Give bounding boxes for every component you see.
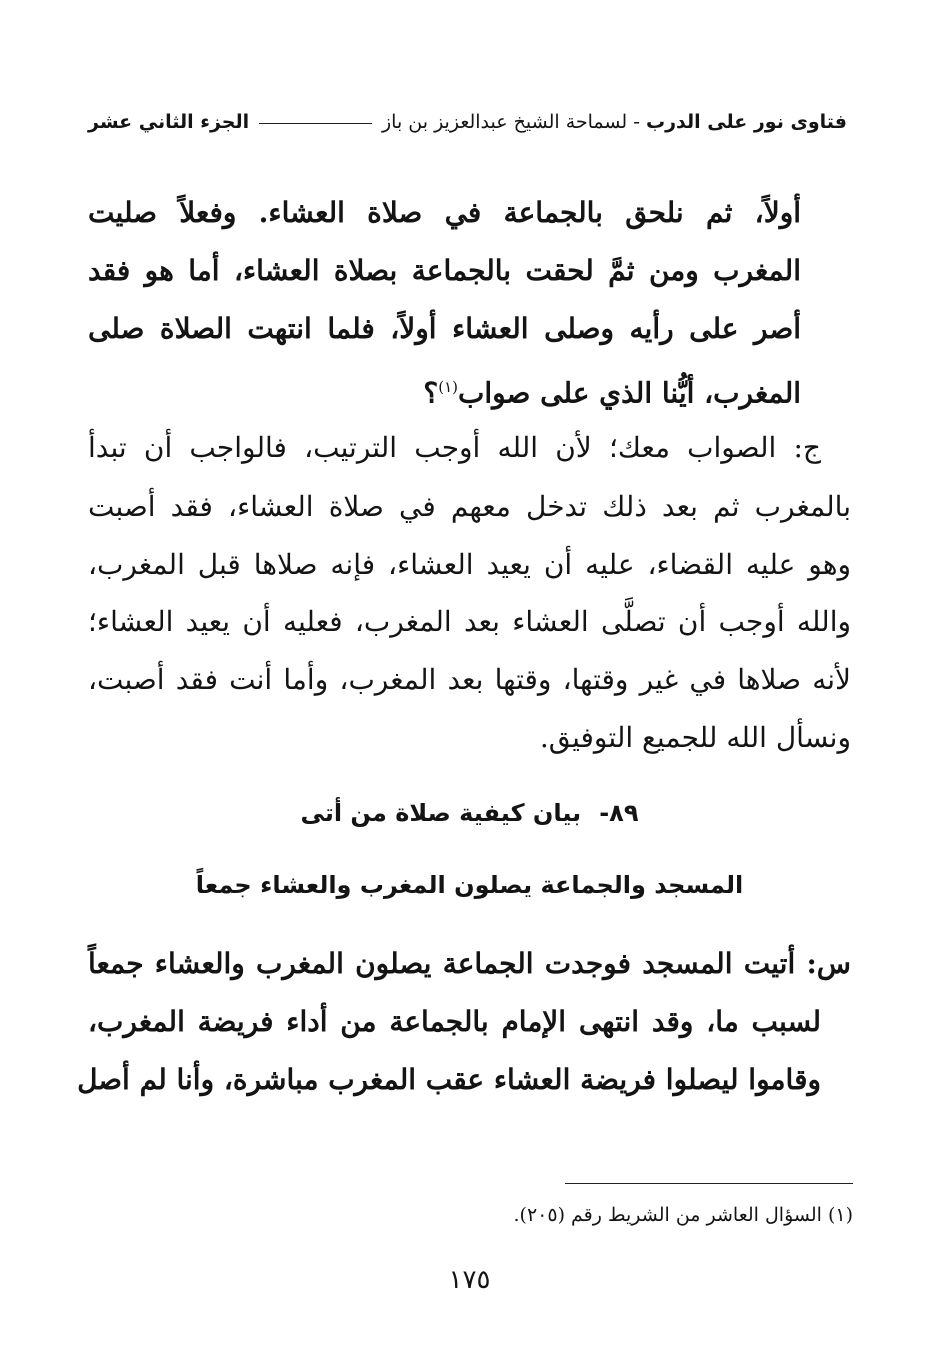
section-title: بيان كيفية صلاة من أتى — [300, 799, 582, 827]
footnote-rule — [565, 1183, 853, 1184]
volume-label: الجزء الثاني عشر — [88, 111, 250, 133]
answer-line: ج: الصواب معك؛ لأن الله أوجب الترتيب، فالواجب أن تبدأ — [88, 431, 821, 464]
question-line: أولاً، ثم نلحق بالجماعة في صلاة العشاء. وفعلاً صليت — [88, 196, 801, 229]
answer-line: والله أوجب أن تصلَّى العشاء بعد المغرب، فعليه أن يعيد العشاء؛ — [88, 605, 851, 638]
answer-line: وهو عليه القضاء، عليه أن يعيد العشاء، فإنه صلاها قبل المغرب، — [88, 548, 851, 581]
question-line: لسبب ما، وقد انتهى الإمام بالجماعة من أداء فريضة المغرب، — [88, 1005, 821, 1038]
question-line: المغرب ومن ثمَّ لحقت بالجماعة بصلاة العشاء، أما هو فقد — [88, 254, 801, 287]
question-line: وقاموا ليصلوا فريضة العشاء عقب المغرب مباشرة، وأنا لم أصل — [77, 1063, 821, 1096]
header-rule — [259, 123, 372, 124]
question-line-text: المغرب، أيُّنا الذي على صواب — [457, 376, 801, 410]
running-header — [88, 104, 847, 140]
question-line: س: أتيت المسجد فوجدت الجماعة يصلون المغرب والعشاء جمعاً — [88, 947, 851, 980]
section-heading — [88, 795, 851, 831]
footnote-marker: (١) — [438, 378, 458, 396]
author-name: لسماحة الشيخ عبدالعزيز بن باز — [381, 111, 628, 133]
answer-line: بالمغرب ثم بعد ذلك تدخل معهم في صلاة العشاء، فقد أصبت — [88, 490, 851, 523]
answer-line: لأنه صلاها في غير وقتها، وقتها بعد المغرب، وأما أنت فقد أصبت، — [88, 663, 851, 696]
answer-line: ونسأل الله للجميع التوفيق. — [539, 721, 851, 754]
page-number: ١٧٥ — [448, 1265, 491, 1295]
section-subtitle: المسجد والجماعة يصلون المغرب والعشاء جمعاً — [195, 871, 744, 899]
section-number: ٨٩- — [599, 799, 639, 827]
footnote: (١) السؤال العاشر من الشريط رقم (٢٠٥). — [513, 1204, 853, 1226]
question-line-last — [88, 367, 801, 410]
book-title: فتاوى نور على الدرب — [646, 111, 847, 133]
header-separator: - — [633, 111, 640, 133]
question-line: أصر على رأيه وصلى العشاء أولاً، فلما انتهت الصلاة صلى — [88, 312, 801, 345]
question-mark: ؟ — [423, 376, 439, 410]
